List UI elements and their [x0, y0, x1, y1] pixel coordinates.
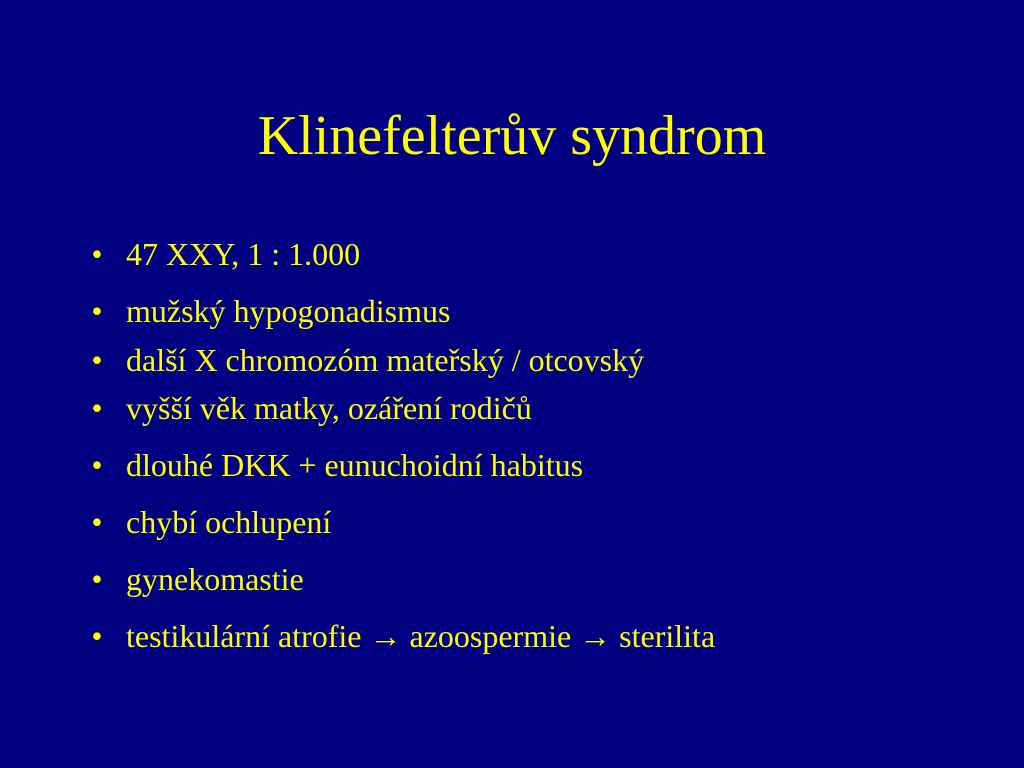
bullet-item [0, 445, 1024, 485]
bullet-icon: • [91, 390, 103, 426]
bullet-text: další X chromozóm mateřský / otcovský [126, 342, 645, 378]
bullet-item [0, 616, 1024, 656]
bullet-text: testikulární atrofie → azoospermie → sterilita [126, 618, 716, 654]
bullet-text: chybí ochlupení [126, 504, 332, 540]
bullet-text: dlouhé DKK + eunuchoidní habitus [126, 447, 584, 483]
bullet-icon: • [91, 293, 103, 329]
slide-title: Klinefelterův syndrom [257, 105, 767, 167]
bullet-text: gynekomastie [126, 561, 304, 597]
bullet-item [0, 291, 1024, 331]
bullet-icon: • [91, 504, 103, 540]
bullet-icon: • [91, 618, 103, 654]
bullet-text: vyšší věk matky, ozáření rodičů [126, 390, 532, 426]
bullet-text: mužský hypogonadismus [126, 293, 451, 329]
bullet-item [0, 502, 1024, 542]
bullet-item [0, 234, 1024, 274]
bullet-item [0, 559, 1024, 599]
bullet-icon: • [91, 561, 103, 597]
bullet-icon: • [91, 342, 103, 378]
bullet-icon: • [91, 447, 103, 483]
bullet-icon: • [91, 236, 103, 272]
bullet-item [0, 340, 1024, 380]
bullet-item [0, 388, 1024, 428]
bullet-text: 47 XXY, 1 : 1.000 [126, 236, 361, 272]
